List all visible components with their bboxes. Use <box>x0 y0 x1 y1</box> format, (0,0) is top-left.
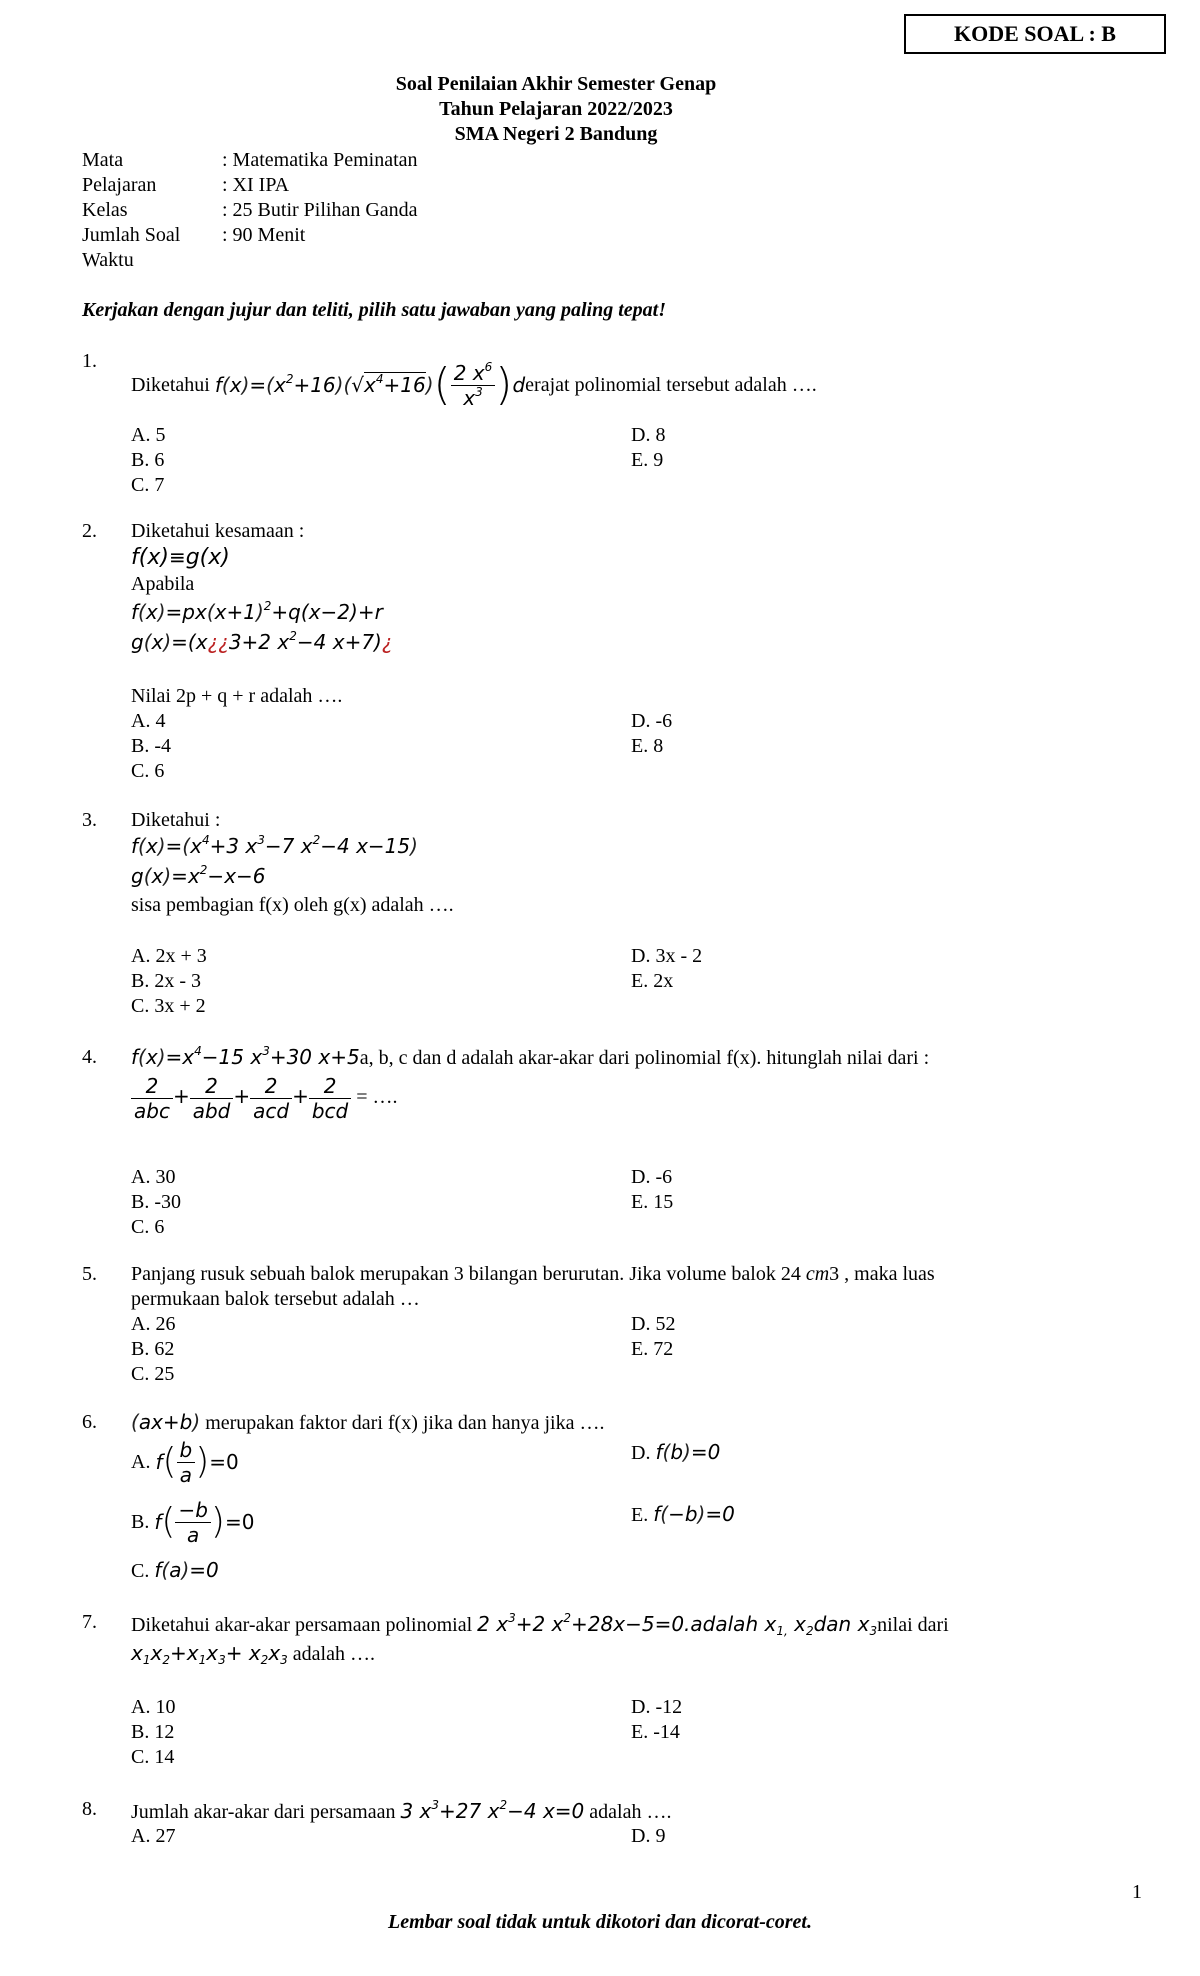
option-e[interactable]: E. 15 <box>631 1191 674 1213</box>
q3-fx: $f(x)=(x^4+3$ $x^3-7$ $x^2-4$ x−15) <box>131 833 418 858</box>
kode-soal-box: KODE SOAL : B <box>904 14 1166 54</box>
option-e[interactable]: E. f(−b)=0 <box>631 1502 735 1526</box>
q3-gx: $g(x)=x^2-x-6$ <box>131 863 266 888</box>
q8-post: adalah …. <box>589 1801 672 1823</box>
q8-pre: Jumlah akar-akar dari persamaan <box>131 1801 396 1823</box>
option-a[interactable]: A. 26 <box>131 1313 176 1335</box>
q5-text-a: Panjang rusuk sebuah balok merupakan 3 bilangan berurutan. Jika volume balok 24 <box>131 1263 806 1285</box>
q6-line1: (ax+b) merupakan faktor dari f(x) jika dan hanya jika …. <box>131 1410 605 1434</box>
option-d[interactable]: D. 52 <box>631 1313 676 1335</box>
question-number: 7. <box>82 1611 97 1633</box>
q1-post: erajat polinomial tersebut adalah …. <box>525 373 817 396</box>
question-number: 1. <box>82 350 97 372</box>
q7-line1: Diketahui akar-akar persamaan polinomial 2 $x^3+2$ $x^2+28x-5=0.adalah$ $x_{1,}$ $x_2dan$ $x_3nilai$ dari <box>131 1611 949 1638</box>
option-b[interactable]: B. 6 <box>131 449 165 471</box>
question-number: 3. <box>82 809 97 831</box>
q5-line1 <box>131 1262 935 1287</box>
meta-value: : XI IPA <box>222 174 290 196</box>
option-c-label: C. <box>131 1560 150 1582</box>
meta-value: : 25 Butir Pilihan Ganda <box>222 199 418 221</box>
q7-line2: $x_1x_2+x_1x_3+ x_2x_3$ adalah …. <box>131 1641 375 1667</box>
q5-line2: permukaan balok tersebut adalah … <box>131 1288 420 1310</box>
option-d[interactable]: D. 3x - 2 <box>631 945 703 967</box>
option-a[interactable]: A. 2x + 3 <box>131 945 207 967</box>
question-number: 2. <box>82 520 97 542</box>
footer-note: Lembar soal tidak untuk dikotori dan dicorat-coret. <box>388 1911 812 1933</box>
option-b-label: B. <box>131 1510 150 1533</box>
question-number: 8. <box>82 1798 97 1820</box>
meta-label: Mata <box>82 149 124 171</box>
q8-line1: Jumlah akar-akar dari persamaan 3 $x^3+27$ $x^2-4$ x=0 adalah …. <box>131 1798 672 1823</box>
q2-fx: $f(x)=px(x+1)^2+q(x-2)+r$ <box>131 599 383 624</box>
q1-formula: $f(x)=(x^2+16)(√x^4+16)$ <box>214 371 434 397</box>
q4-eq: = …. <box>356 1086 398 1109</box>
question-number: 5. <box>82 1263 97 1285</box>
option-d[interactable]: D. f(b)=0 <box>631 1440 721 1464</box>
meta-value: : 90 Menit <box>222 224 306 246</box>
option-d[interactable]: D. 9 <box>631 1825 666 1847</box>
option-a-label: A. <box>131 1450 151 1473</box>
option-a[interactable]: A. 27 <box>131 1825 176 1847</box>
option-e[interactable]: E. -14 <box>631 1721 680 1743</box>
q2-gx: g(x)=(x¿¿3+2 $x^2-4$ x+7)¿ <box>131 629 393 654</box>
question-1-text: Diketahui $f(x)=(x^2+16)(√x^4+16)$ ( $\frac{2 x^6}{x^3}$ ) d erajat polinomial tersebut adalah …. <box>131 359 817 410</box>
q2-line3: Apabila <box>131 573 195 595</box>
option-d-label: D. <box>631 1442 651 1464</box>
option-b[interactable]: B. 2x - 3 <box>131 970 201 992</box>
option-e[interactable]: E. 8 <box>631 735 664 757</box>
q2-line1: Diketahui kesamaan : <box>131 520 305 542</box>
meta-label: Waktu <box>82 249 134 271</box>
option-b[interactable]: B. -30 <box>131 1191 181 1213</box>
q4-expression: $\frac{2}{\text{abc}}$ + $\frac{2}{\text{abd}}$ + $\frac{2}{\text{acd}}$ + $\frac{2}{\text{bcd}}$ = …. <box>131 1074 398 1123</box>
instruction: Kerjakan dengan jujur dan teliti, pilih satu jawaban yang paling tepat! <box>82 299 667 321</box>
q5-unit: cm <box>805 1263 830 1285</box>
q4-line1: $f(x)=x^4-15$ $x^3+30$ x+5a, b, c dan d adalah akar-akar dari polinomial f(x). hitunglah nilai dari : <box>131 1044 930 1069</box>
header-year: Tahun Pelajaran 2022/2023 <box>439 98 673 120</box>
q7-pre: Diketahui akar-akar persamaan polinomial <box>131 1614 473 1636</box>
meta-label: Jumlah Soal <box>82 224 181 246</box>
q1-pre: Diketahui <box>131 373 210 396</box>
meta-label: Kelas <box>82 199 128 221</box>
option-c[interactable]: C. 25 <box>131 1363 175 1385</box>
q7-post: nilai dari <box>877 1614 949 1636</box>
q7-line2-post: adalah …. <box>292 1643 375 1665</box>
option-e[interactable]: E. 9 <box>631 449 664 471</box>
option-c[interactable]: C. 14 <box>131 1746 175 1768</box>
option-e-label: E. <box>631 1504 649 1526</box>
meta-value: : Matematika Peminatan <box>222 149 418 171</box>
question-number: 4. <box>82 1046 97 1068</box>
q4-text: a, b, c dan d adalah akar-akar dari polinomial f(x). hitunglah nilai dari : <box>359 1047 930 1069</box>
option-c[interactable]: C. 3x + 2 <box>131 995 206 1017</box>
q6-text: merupakan faktor dari f(x) jika dan hanya jika …. <box>205 1412 605 1434</box>
option-d[interactable]: D. 8 <box>631 424 666 446</box>
option-a[interactable]: A. 30 <box>131 1166 176 1188</box>
option-d[interactable]: D. -6 <box>631 710 673 732</box>
option-e[interactable]: E. 72 <box>631 1338 674 1360</box>
question-number: 6. <box>82 1411 97 1433</box>
option-d[interactable]: D. -6 <box>631 1166 673 1188</box>
option-e[interactable]: E. 2x <box>631 970 674 992</box>
option-b[interactable]: B. -4 <box>131 735 171 757</box>
page-number: 1 <box>1132 1881 1142 1903</box>
option-b[interactable]: B. f ( $\frac{-b}{a}$ ) =0 <box>131 1497 255 1547</box>
option-c[interactable]: C. 6 <box>131 760 165 782</box>
option-a[interactable]: A. 4 <box>131 710 166 732</box>
q5-text-b: 3 , maka luas <box>829 1263 935 1285</box>
option-c[interactable]: C. 7 <box>131 474 165 496</box>
option-c[interactable]: C. f(a)=0 <box>131 1558 219 1582</box>
q3-line1: Diketahui : <box>131 809 221 831</box>
q2-identity: f(x)≡g(x) <box>131 545 230 570</box>
option-a[interactable]: A. 10 <box>131 1696 176 1718</box>
option-b[interactable]: B. 12 <box>131 1721 175 1743</box>
option-c[interactable]: C. 6 <box>131 1216 165 1238</box>
option-a[interactable]: A. 5 <box>131 424 166 446</box>
q2-nilai: Nilai 2p + q + r adalah …. <box>131 685 343 707</box>
header-title: Soal Penilaian Akhir Semester Genap <box>395 73 717 95</box>
q3-line4: sisa pembagian f(x) oleh g(x) adalah …. <box>131 894 454 916</box>
option-d[interactable]: D. -12 <box>631 1696 683 1718</box>
option-b[interactable]: B. 62 <box>131 1338 175 1360</box>
option-a[interactable]: A. f ( $\frac{b}{a}$ ) =0 <box>131 1437 239 1487</box>
header-school: SMA Negeri 2 Bandung <box>454 123 658 145</box>
meta-label: Pelajaran <box>82 174 157 196</box>
